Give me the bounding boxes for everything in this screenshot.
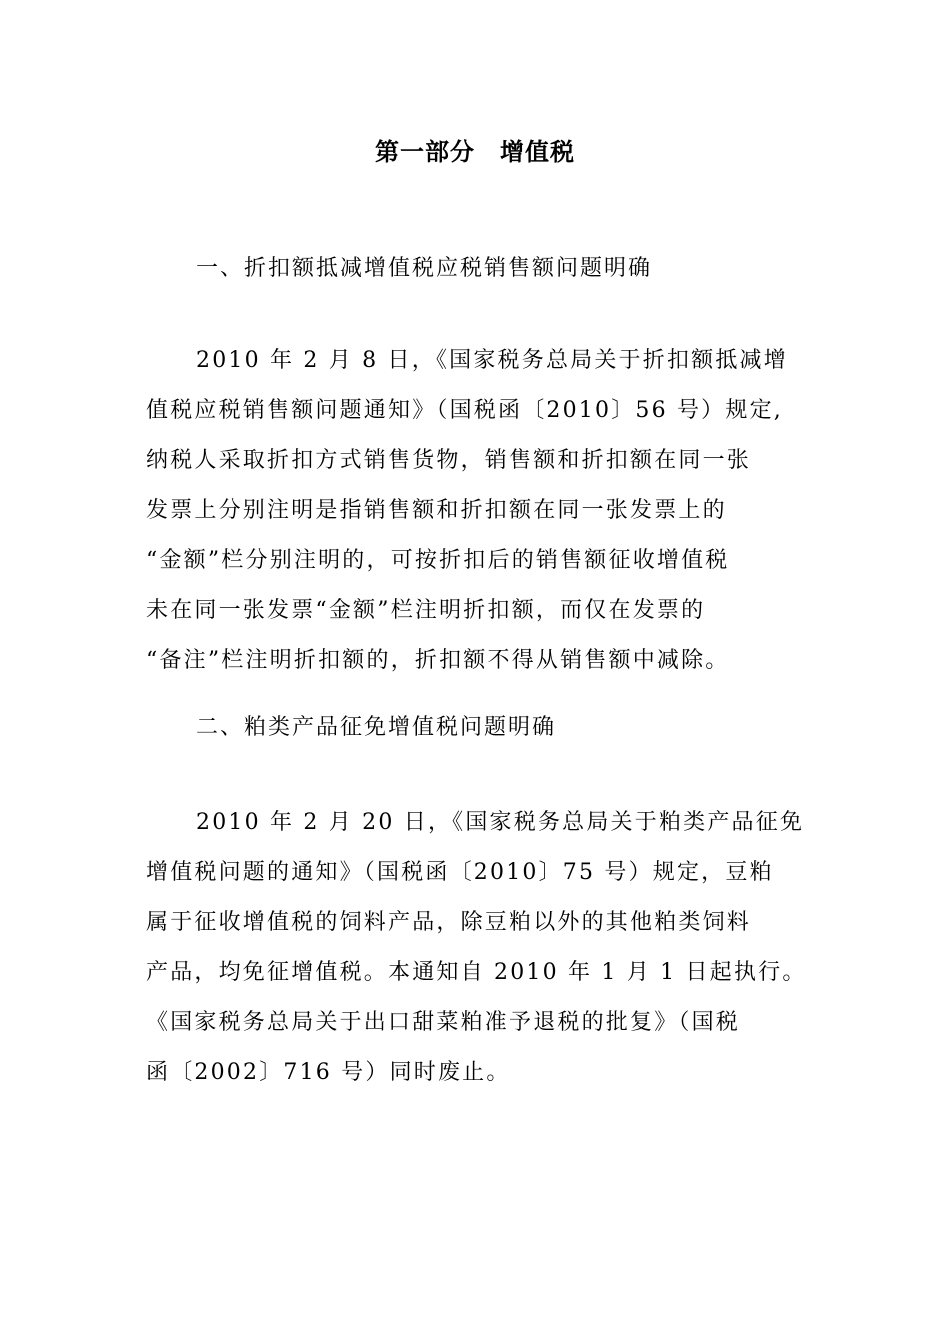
paragraph-line: 2010 年 2 月 8 日，《国家税务总局关于折扣额抵减增 <box>196 348 788 373</box>
paragraph-line: 值税应税销售额问题通知》（国税函〔2010〕56 号）规定, <box>146 398 783 423</box>
paragraph-line: “金额”栏分别注明的，可按折扣后的销售额征收增值税 <box>146 548 730 573</box>
paragraph-line: 未在同一张发票“金额”栏注明折扣额，而仅在发票的 <box>146 598 706 623</box>
paragraph-line: 产品，均免征增值税。本通知自 2010 年 1 月 1 日起执行。 <box>146 960 807 985</box>
paragraph-line: 发票上分别注明是指销售额和折扣额在同一张发票上的 <box>146 498 727 523</box>
paragraph-line: 纳税人采取折扣方式销售货物，销售额和折扣额在同一张 <box>146 448 752 473</box>
part-title: 第一部分 增值税 <box>375 137 575 166</box>
section-heading-2: 二、粕类产品征免增值税问题明确 <box>196 715 557 740</box>
section-paragraph-1 <box>146 336 806 686</box>
paragraph-line: 属于征收增值税的饲料产品，除豆粕以外的其他粕类饲料 <box>146 910 752 935</box>
paragraph-line: 2010 年 2 月 20 日，《国家税务总局关于粕类产品征免 <box>196 810 805 835</box>
section-heading-1: 一、折扣额抵减增值税应税销售额问题明确 <box>196 256 653 281</box>
section-paragraph-2 <box>146 798 806 1098</box>
paragraph-line: 《国家税务总局关于出口甜菜粕准予退税的批复》（国税 <box>146 1010 741 1035</box>
paragraph-line: 增值税问题的通知》（国税函〔2010〕75 号）规定，豆粕 <box>146 860 774 885</box>
paragraph-line: “备注”栏注明折扣额的，折扣额不得从销售额中减除。 <box>146 648 730 673</box>
paragraph-line: 函〔2002〕716 号）同时废止。 <box>146 1060 511 1085</box>
